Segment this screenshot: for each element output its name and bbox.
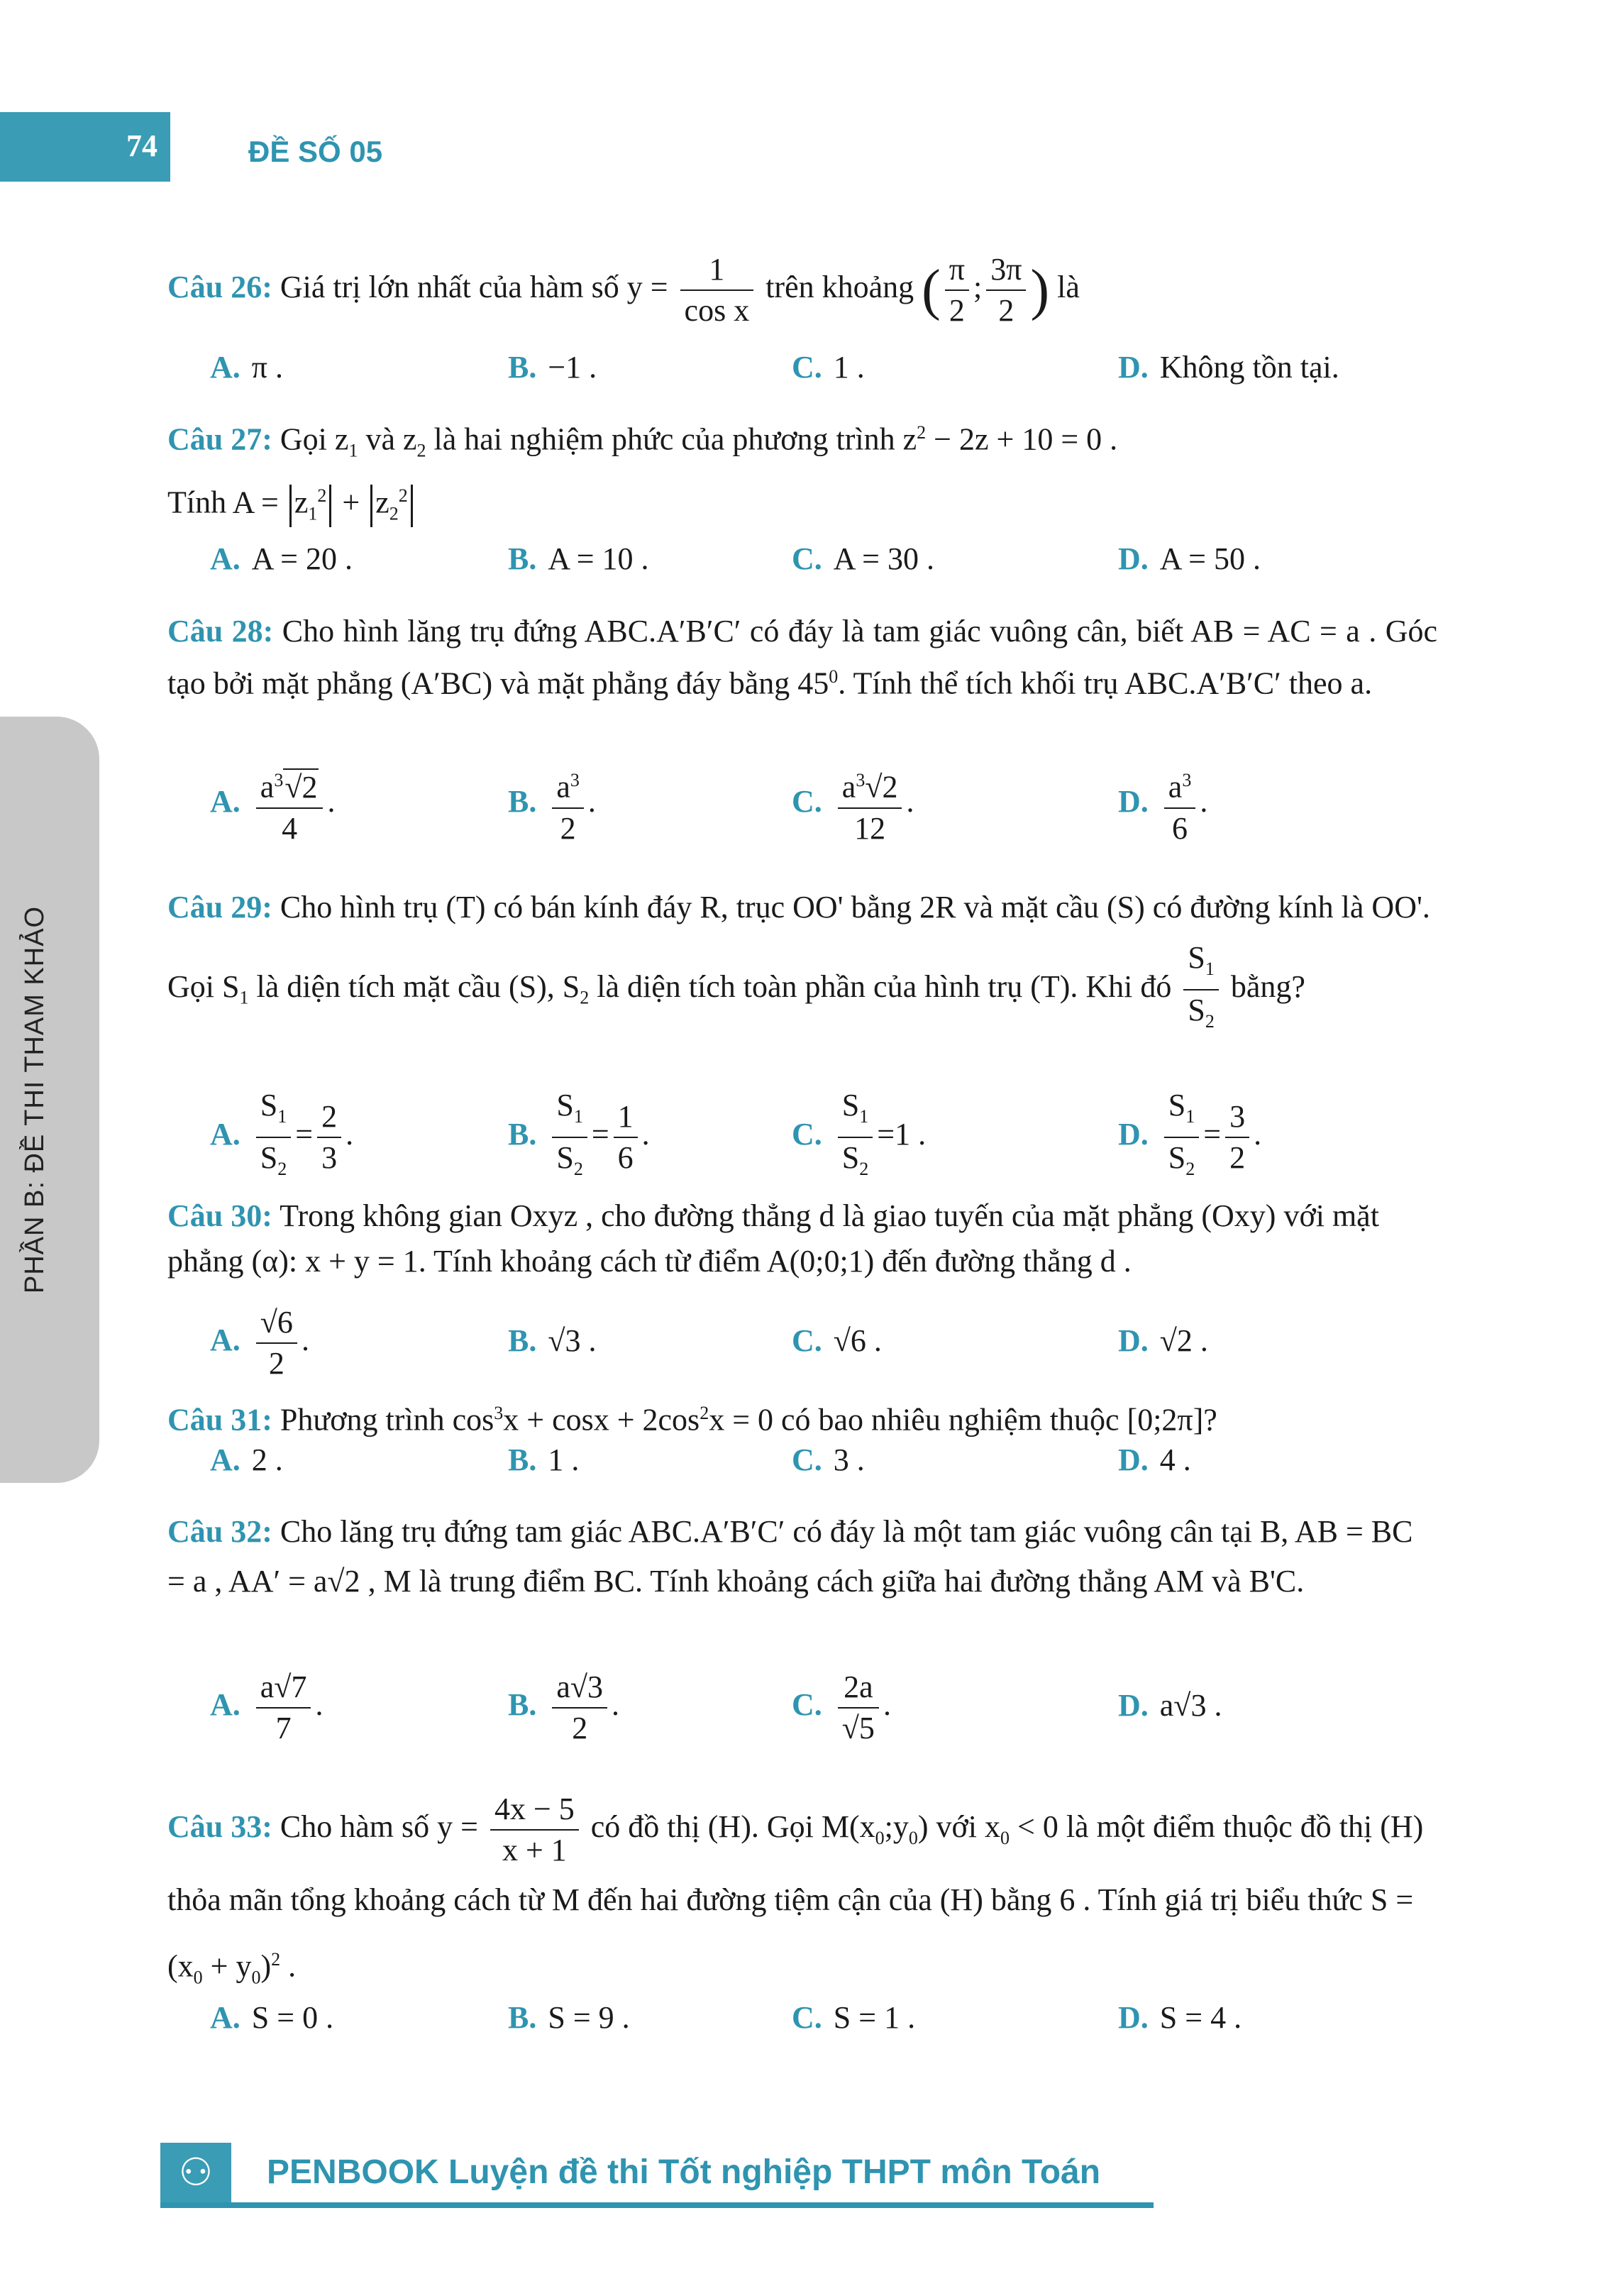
question-30: Câu 30: Trong không gian Oxyz , cho đường thẳng d là giao tuyến của mặt phẳng (Oxy) với mặt phẳng (α): x + y = 1. Tính khoảng cách từ điểm A(0;0;1) đến đường thẳng d . — [167, 1198, 1379, 1279]
option-b[interactable]: B. $\frac{a√3}{2}$ . — [508, 1667, 619, 1748]
option-a[interactable]: A. $\frac{a^3√2}{4}$ . — [210, 761, 335, 849]
question-label: Câu 28: — [167, 614, 274, 648]
option-b[interactable]: B. −1 . — [508, 350, 597, 385]
people-logo-icon: ⚇ — [160, 2143, 231, 2202]
option-b[interactable]: B. $\frac{a^3}{2}$ . — [508, 761, 596, 849]
option-b[interactable]: B. A = 10 . — [508, 541, 649, 576]
question-label: Câu 26: — [167, 270, 272, 305]
page-number-box — [0, 112, 170, 182]
option-c[interactable]: C. $\frac{a^3√2}{12}$ . — [792, 761, 914, 849]
page-number: 74 — [126, 128, 157, 163]
option-d[interactable]: D. $\frac{S_1}{S_2}$ = $\frac{3}{2}$ . — [1118, 1086, 1261, 1189]
question-26: Câu 26: Giá trị lớn nhất của hàm số y = $\frac{1}{\text{cos x}}$ trên khoảng ( $\frac{\pi}{2}$ ; $\frac{3\pi}{2}$ ) là — [167, 250, 1437, 331]
question-28: Câu 28: Cho hình lăng trụ đứng ABC.A′B′C′ có đáy là tam giác vuông cân, biết AB = AC = a . Góc tạo bởi mặt phẳng (A′BC) và mặt phẳng đáy bằng $45^0$. Tính thể tích khối trụ ABC.A′B′C′ theo a. — [167, 614, 1437, 701]
option-a[interactable]: A. $\frac{a√7}{7}$ . — [210, 1667, 323, 1748]
option-b[interactable]: B. √3 . — [508, 1323, 597, 1358]
option-d[interactable]: D. √2 . — [1118, 1323, 1208, 1358]
option-c[interactable]: C. 1 . — [792, 350, 865, 385]
option-a[interactable]: A. S = 0 . — [210, 2000, 334, 2035]
question-label: Câu 29: — [167, 890, 272, 925]
section-title: ĐỀ SỐ 05 — [248, 135, 383, 168]
question-label: Câu 32: — [167, 1514, 272, 1549]
option-d[interactable]: D. $\frac{a^3}{6}$ . — [1118, 761, 1207, 849]
question-label: Câu 31: — [167, 1402, 272, 1437]
footer-title: PENBOOK Luyện đề thi Tốt nghiệp THPT môn Toán — [267, 2153, 1101, 2191]
option-c[interactable]: C. S = 1 . — [792, 2000, 916, 2035]
option-c[interactable]: C. 3 . — [792, 1442, 865, 1477]
question-27: Câu 27: Gọi $z_1$ và $z_2$ là hai nghiệm phức của phương trình $z^2 - 2z + 10 = 0$ . Tính $A = z_1^2 + z_2^2$ — [167, 410, 1437, 537]
question-label: Câu 33: — [167, 1809, 272, 1845]
option-c[interactable]: C. A = 30 . — [792, 541, 934, 576]
option-b[interactable]: B. $\frac{S_1}{S_2}$ = $\frac{1}{6}$ . — [508, 1086, 650, 1189]
footer-rule — [160, 2202, 1154, 2208]
fraction: $\frac{1}{\text{cos x}}$ — [680, 250, 754, 331]
option-a[interactable]: A. $\frac{S_1}{S_2}$ = $\frac{2}{3}$ . — [210, 1086, 353, 1189]
option-a[interactable]: A. $\frac{√6}{2}$ . — [210, 1303, 309, 1384]
option-c[interactable]: C. $\frac{2a}{√5}$ . — [792, 1667, 891, 1748]
option-a[interactable]: A. A = 20 . — [210, 541, 353, 576]
option-b[interactable]: B. S = 9 . — [508, 2000, 630, 2035]
question-32: Câu 32: Cho lăng trụ đứng tam giác ABC.A′B′C′ có đáy là một tam giác vuông cân tại B, AB = BC = a , AA′ = a√2 , M là trung điểm BC. Tính khoảng cách giữa hai đường thẳng AM và B'C. — [167, 1514, 1413, 1599]
question-label: Câu 27: — [167, 421, 272, 457]
option-d[interactable]: D. A = 50 . — [1118, 541, 1261, 576]
option-d[interactable]: D. Không tồn tại. — [1118, 350, 1339, 385]
option-d[interactable]: D. 4 . — [1118, 1442, 1191, 1477]
option-d[interactable]: D. a√3 . — [1118, 1688, 1222, 1723]
question-33: Câu 33: Cho hàm số y = $\frac{4x - 5}{x + 1}$ có đồ thị (H). Gọi $M(x_0;y_0)$ với $x_0 < 0$ là một điểm thuộc đồ thị (H) thỏa mãn tổng khoảng cách từ M đến hai đường tiệm cận của (H) bằng 6 . Tính giá trị biểu thức $S = (x_0 + y_0)^2$ . — [167, 1789, 1437, 2007]
question-label: Câu 30: — [167, 1198, 272, 1233]
option-a[interactable]: A. 2 . — [210, 1442, 283, 1477]
question-31: Câu 31: Phương trình $\cos^3x + \cos x + 2\cos^2x = 0$ có bao nhiêu nghiệm thuộc [0;2π]? — [167, 1402, 1217, 1437]
side-tab-label: PHẦN B: ĐỀ THI THAM KHẢO — [20, 905, 50, 1294]
option-c[interactable]: C. √6 . — [792, 1323, 882, 1358]
option-a[interactable]: A. π . — [210, 350, 283, 385]
option-c[interactable]: C. $\frac{S_1}{S_2}$ =1 . — [792, 1086, 926, 1189]
question-29: Câu 29: Cho hình trụ (T) có bán kính đáy R, trục OO' bằng 2R và mặt cầu (S) có đường kính là OO'. Gọi $S_1$ là diện tích mặt cầu (S), $S_2$ là diện tích toàn phần của hình trụ (T). Khi đó $\frac{S_1}{S_2}$ bằng? — [167, 890, 1430, 1032]
option-b[interactable]: B. 1 . — [508, 1442, 580, 1477]
option-d[interactable]: D. S = 4 . — [1118, 2000, 1242, 2035]
